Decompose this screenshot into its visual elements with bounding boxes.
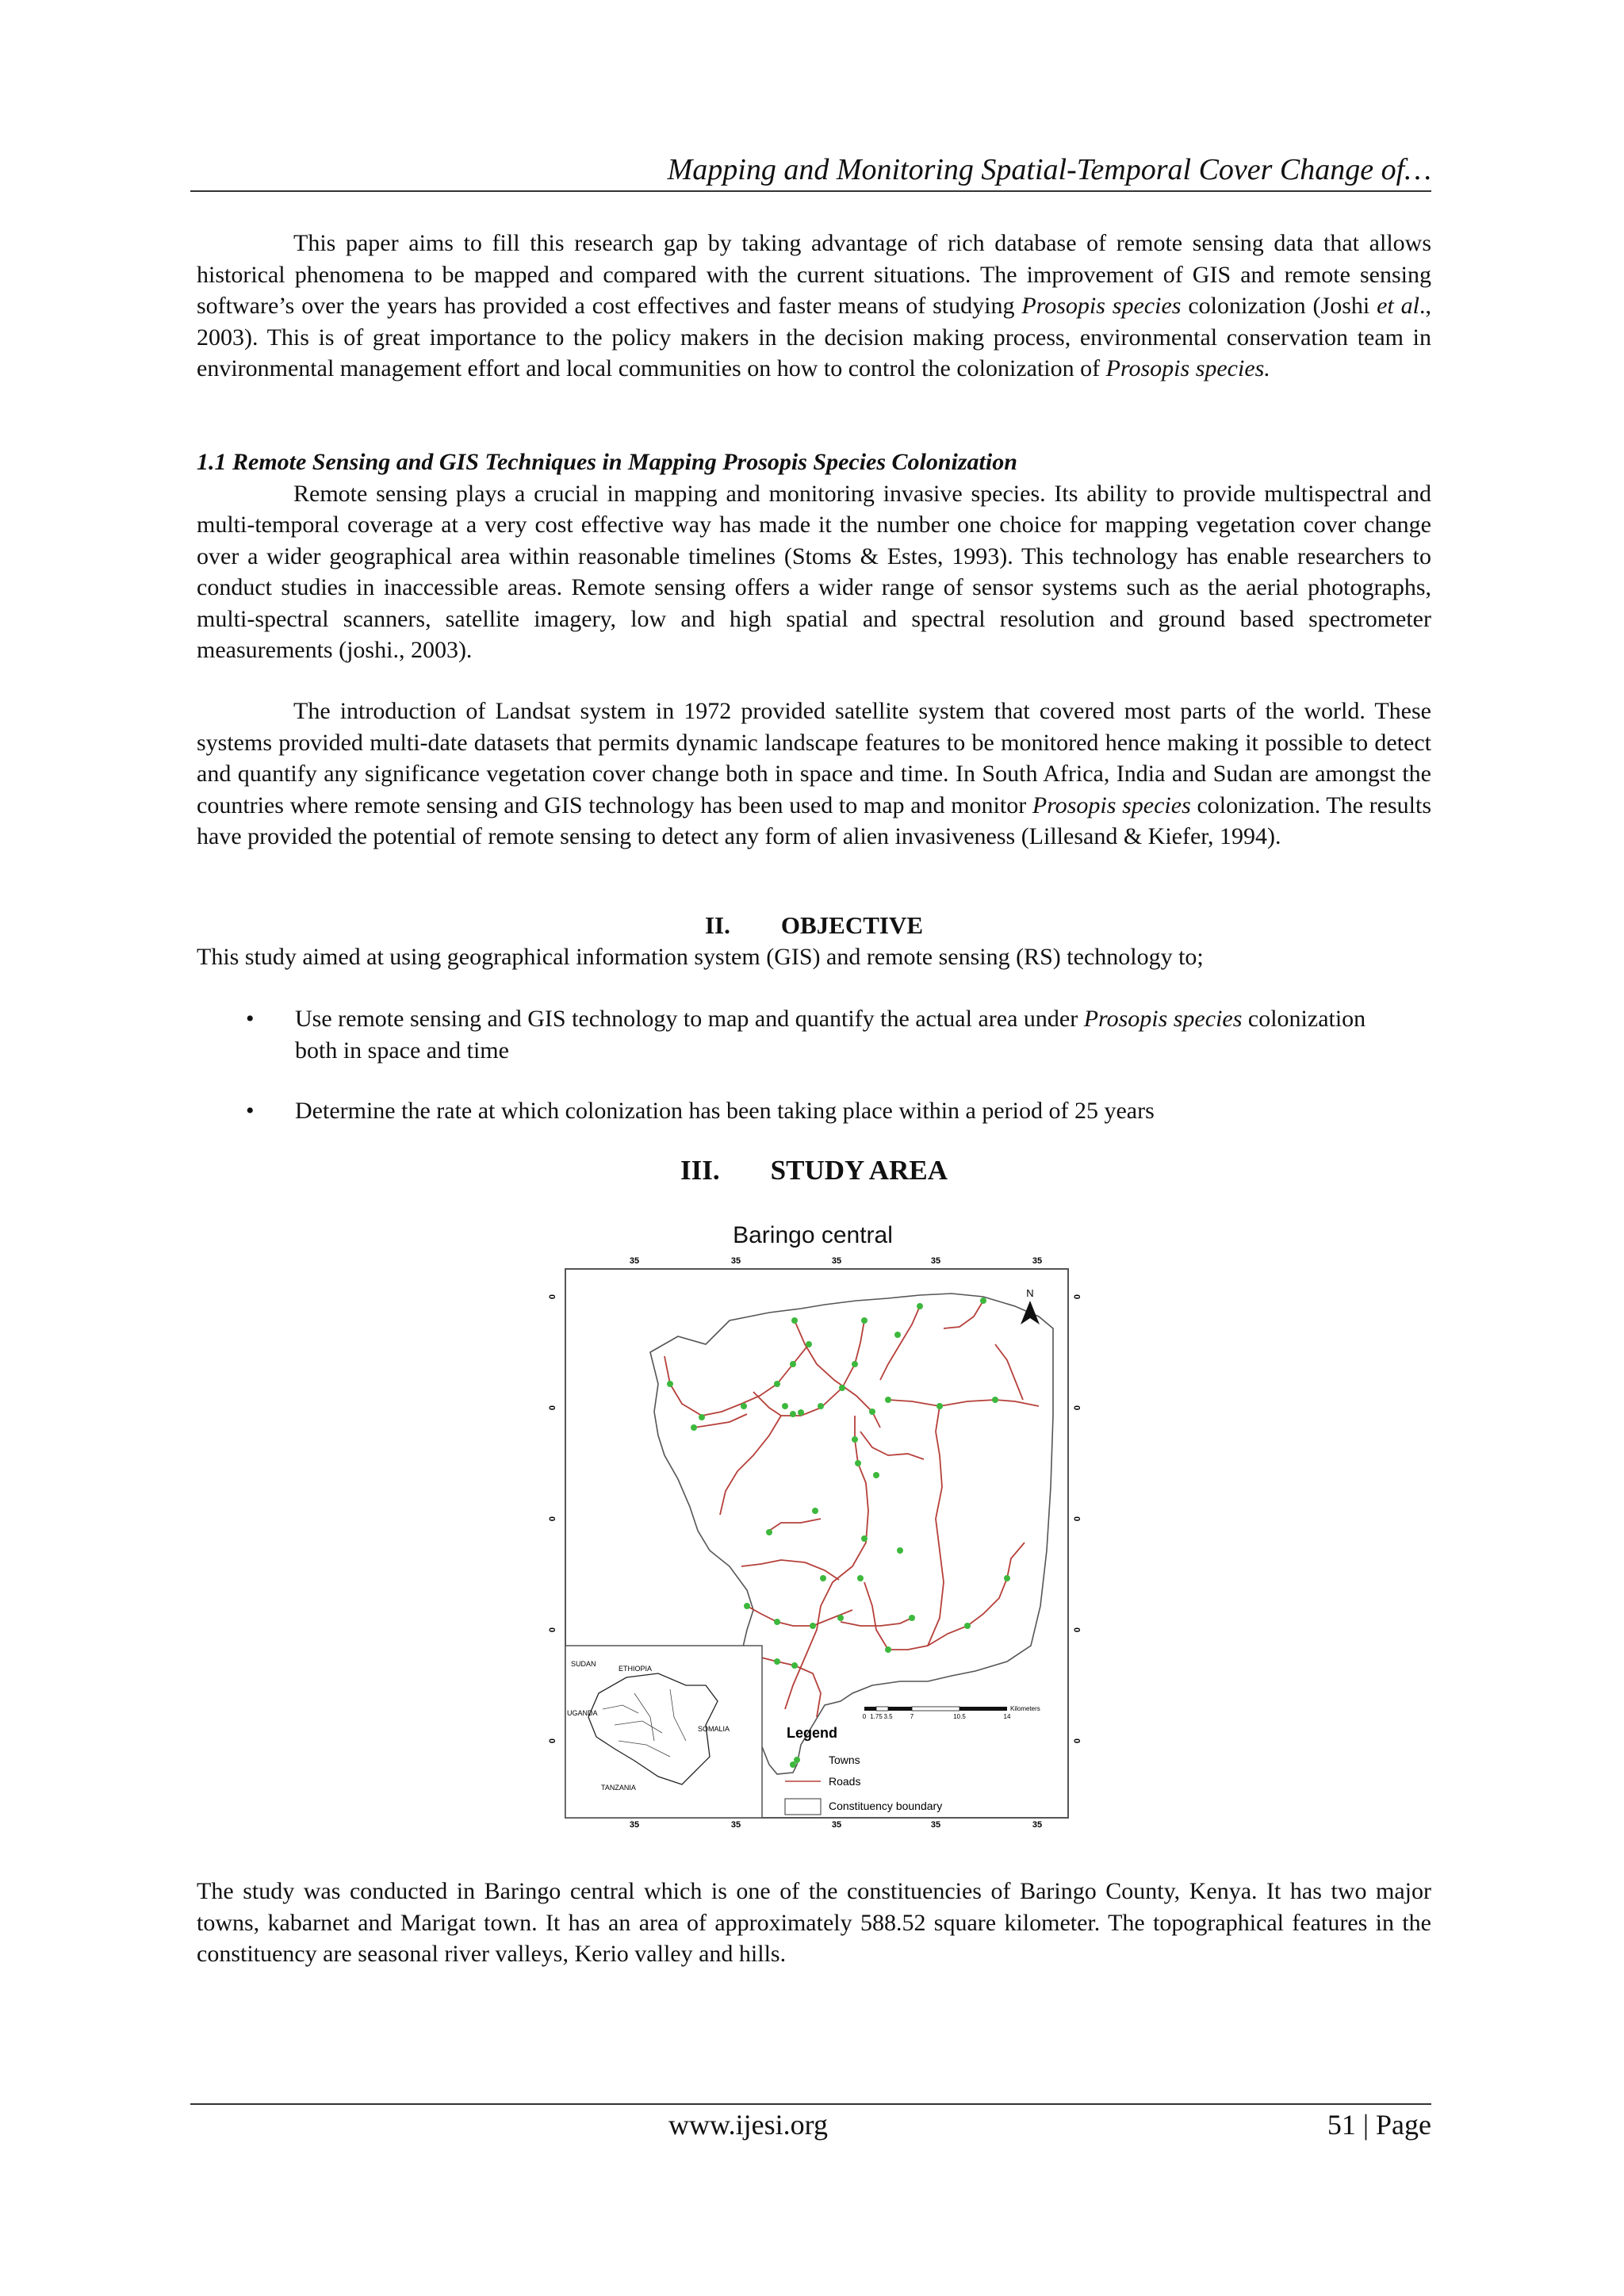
footer-rule [190, 2103, 1431, 2105]
study-area-paragraph [197, 1876, 1431, 1970]
scale-tick: 1.75 [870, 1713, 883, 1720]
objective-heading [197, 910, 1431, 941]
map-title: Baringo central [733, 1222, 893, 1248]
town-marker [774, 1381, 780, 1387]
inset-label-ethiopia: ETHIOPIA [619, 1665, 653, 1673]
bullet1-text-a: Use remote sensing and GIS technology to map and quantify the actual area under [295, 1006, 1084, 1032]
town-marker [873, 1472, 879, 1478]
town-marker [861, 1535, 868, 1542]
lat-label: 0 [548, 1738, 557, 1744]
town-marker [820, 1575, 826, 1581]
town-marker [861, 1317, 868, 1324]
town-marker [885, 1397, 891, 1403]
town-marker [812, 1508, 818, 1514]
town-marker [837, 1615, 844, 1621]
scale-unit: Kilometers [1010, 1705, 1040, 1712]
lat-label: 0 [548, 1627, 557, 1633]
road [860, 1432, 924, 1459]
inset-label-sudan: SUDAN [571, 1660, 596, 1668]
town-marker [774, 1658, 780, 1665]
town-marker [909, 1615, 915, 1621]
road [753, 1320, 864, 1416]
lat-label: 0 [1073, 1405, 1082, 1411]
legend-towns-label: Towns [829, 1754, 860, 1766]
inset-label-uganda: UGANDA [567, 1709, 598, 1717]
scale-tick: 10.5 [953, 1713, 966, 1720]
town-marker [818, 1403, 824, 1409]
town-marker [791, 1317, 798, 1324]
longitude-labels-top [630, 1256, 1042, 1266]
town-marker [667, 1381, 673, 1387]
footer-url: www.ijesi.org [668, 2109, 828, 2141]
intro-paragraph [197, 228, 1431, 385]
section-1-1 [197, 447, 1431, 666]
town-marker [839, 1385, 845, 1391]
town-marker [980, 1297, 986, 1304]
lon-label: 35 [930, 1256, 941, 1266]
north-label: N [1026, 1287, 1034, 1299]
inset-map [565, 1646, 762, 1818]
scale-segment [959, 1707, 1007, 1711]
bullet-dot: • [246, 1006, 255, 1032]
town-marker [810, 1623, 816, 1629]
lat-label: 0 [1073, 1738, 1082, 1744]
lat-label: 0 [1073, 1627, 1082, 1633]
longitude-labels-bottom [630, 1820, 1042, 1828]
objective-bullet-1 [197, 1003, 1431, 1067]
road [769, 1519, 821, 1531]
objective-intro-text: This study aimed at using geographical information system (GIS) and remote sensing (RS) technology to; [197, 944, 1204, 970]
lon-label: 35 [831, 1820, 842, 1828]
north-arrow [1021, 1287, 1040, 1324]
intro-italic-3: Prosopis species. [1105, 355, 1270, 381]
town-marker [790, 1411, 796, 1417]
bullet2-text: Determine the rate at which colonization has been taking place within a period of 25 years [295, 1098, 1155, 1124]
section-1-1-heading: 1.1 Remote Sensing and GIS Techniques in Mapping Prosopis Species Colonization [197, 449, 1017, 475]
town-marker [936, 1403, 943, 1409]
north-arrow-icon [1021, 1301, 1040, 1324]
scale-segment [876, 1707, 888, 1711]
lon-label: 35 [1032, 1820, 1043, 1828]
legend-title: Legend [787, 1725, 838, 1741]
town-marker [741, 1403, 747, 1409]
lon-label: 35 [1032, 1256, 1043, 1266]
scale-segment [864, 1707, 876, 1711]
lat-label: 0 [1073, 1516, 1082, 1522]
intro-text-a: This paper aims to fill this research gap by taking advantage of rich database of remote sensing data that allows historical phenomena to be mapped and compared with the current situations. The improvement of GIS and remote sensing software’s over the years has provided a cost effectives and faster means of studying [197, 230, 1431, 319]
town-marker [852, 1436, 858, 1443]
study-area-number: III. [680, 1155, 720, 1186]
latitude-labels-left [548, 1294, 557, 1743]
scale-tick: 7 [910, 1713, 914, 1720]
lat-label: 0 [548, 1405, 557, 1411]
town-marker [917, 1303, 923, 1309]
footer-page-number: 51 | Page [1327, 2109, 1431, 2141]
road [880, 1306, 920, 1380]
legend-boundary-symbol [785, 1799, 821, 1815]
scale-tick: 14 [1003, 1713, 1011, 1720]
lat-label: 0 [548, 1516, 557, 1522]
town-marker [790, 1361, 796, 1367]
town-marker [791, 1662, 798, 1669]
objective-bullet-2 [197, 1095, 1431, 1127]
lon-label: 35 [629, 1256, 640, 1266]
town-marker [691, 1424, 697, 1431]
road [944, 1301, 983, 1328]
town-marker [744, 1603, 750, 1609]
intro-italic-1: Prosopis species [1021, 293, 1182, 319]
landsat-text-b: colonization. The results have provided the potential of remote sensing to detect any form of alien invasiveness (Lillesand & Kiefer, 1994). [197, 792, 1432, 849]
scale-tick: 0 [862, 1713, 867, 1720]
lon-label: 35 [730, 1256, 741, 1266]
road [841, 1618, 912, 1626]
town-marker [1004, 1575, 1010, 1581]
town-marker [855, 1460, 861, 1466]
lat-label: 0 [1073, 1294, 1082, 1300]
town-marker [894, 1332, 901, 1338]
road [747, 1606, 852, 1626]
town-marker [992, 1397, 998, 1403]
study-area-text: The study was conducted in Baringo central which is one of the constituencies of Baringo County, Kenya. It has two major towns, kabarnet and Marigat town. It has an area of approximately 588.52 square kilometer. The topographical features in the constituency are seasonal river valleys, Kerio valley and hills. [197, 1878, 1431, 1967]
lon-label: 35 [629, 1820, 640, 1828]
town-marker [885, 1646, 891, 1653]
lon-label: 35 [730, 1820, 741, 1828]
town-marker [774, 1619, 780, 1625]
legend-town-symbol [794, 1757, 800, 1763]
inset-label-tanzania: TANZANIA [601, 1784, 636, 1792]
objective-intro [197, 941, 1431, 973]
road [928, 1406, 944, 1646]
map-legend [785, 1725, 942, 1815]
town-marker [869, 1409, 875, 1415]
lat-label: 0 [548, 1294, 557, 1300]
legend-boundary-label: Constituency boundary [829, 1800, 943, 1812]
town-marker [897, 1547, 903, 1554]
road [720, 1416, 781, 1515]
scale-segment [888, 1707, 912, 1711]
landsat-italic: Prosopis species [1032, 792, 1191, 818]
town-marker [857, 1575, 864, 1581]
objective-title: OBJECTIVE [780, 911, 924, 939]
study-area-map-figure [539, 1217, 1094, 1828]
intro-italic-2: et al [1377, 293, 1419, 319]
header-rule [190, 190, 1431, 192]
intro-text-c: ., 2003). This is of great importance to the policy makers in the decision making process, environmental conservation team in environmental management effort and local communities on how to control the colonization of [197, 293, 1431, 381]
town-marker [766, 1529, 772, 1535]
scale-segment [912, 1707, 959, 1711]
road [995, 1344, 1023, 1400]
objective-number: II. [704, 911, 730, 939]
bullet1-italic: Prosopis species [1083, 1006, 1243, 1032]
bullet1-text-b: colonization both in space and time [295, 1006, 1366, 1064]
section-1-1-para2 [197, 696, 1431, 853]
study-area-map [539, 1217, 1094, 1828]
study-area-heading [197, 1153, 1431, 1188]
bullet-dot: • [246, 1098, 255, 1124]
lon-label: 35 [930, 1820, 941, 1828]
inset-label-somalia: SOMALIA [698, 1725, 730, 1733]
town-marker [798, 1409, 804, 1416]
town-marker [699, 1414, 705, 1420]
road [864, 1543, 1025, 1650]
scale-tick: 3.5 [883, 1713, 893, 1720]
section-1-1-para1: Remote sensing plays a crucial in mapping and monitoring invasive species. Its ability to provide multispectral and multi-temporal coverage at a very cost effective way has made it the number one choice for mapping vegetation cover change over a wider geographical area within reasonable timelines (Stoms & Estes, 1993). This technology has enable researchers to conduct studies in inaccessible areas. Remote sensing offers a wider range of sensor systems such as the aerial photographs, multi-spectral scanners, satellite imagery, low and high spatial and spectral resolution and ground based spectrometer measurements (joshi., 2003). [197, 480, 1431, 663]
scale-bar [863, 1705, 1040, 1720]
intro-text-b: colonization (Joshi [1181, 293, 1377, 319]
town-marker [964, 1623, 971, 1629]
running-title: Mapping and Monitoring Spatial-Temporal Cover Change of… [667, 153, 1431, 186]
landsat-text-a: The introduction of Landsat system in 1972 provided satellite system that covered most parts of the world. These systems provided multi-date datasets that permits dynamic landscape features to be monitored hence making it possible to detect and quantify any significance vegetation cover change both in space and time. In South Africa, India and Sudan are amongst the countries where remote sensing and GIS technology has been used to map and monitor [197, 698, 1431, 818]
road [795, 1320, 880, 1428]
town-marker [852, 1361, 858, 1367]
latitude-labels-right [1073, 1294, 1082, 1743]
lon-label: 35 [831, 1256, 842, 1266]
study-area-title: STUDY AREA [770, 1155, 948, 1186]
legend-roads-label: Roads [829, 1775, 861, 1788]
town-marker [806, 1341, 812, 1347]
road [888, 1400, 1039, 1406]
town-marker [782, 1403, 788, 1409]
